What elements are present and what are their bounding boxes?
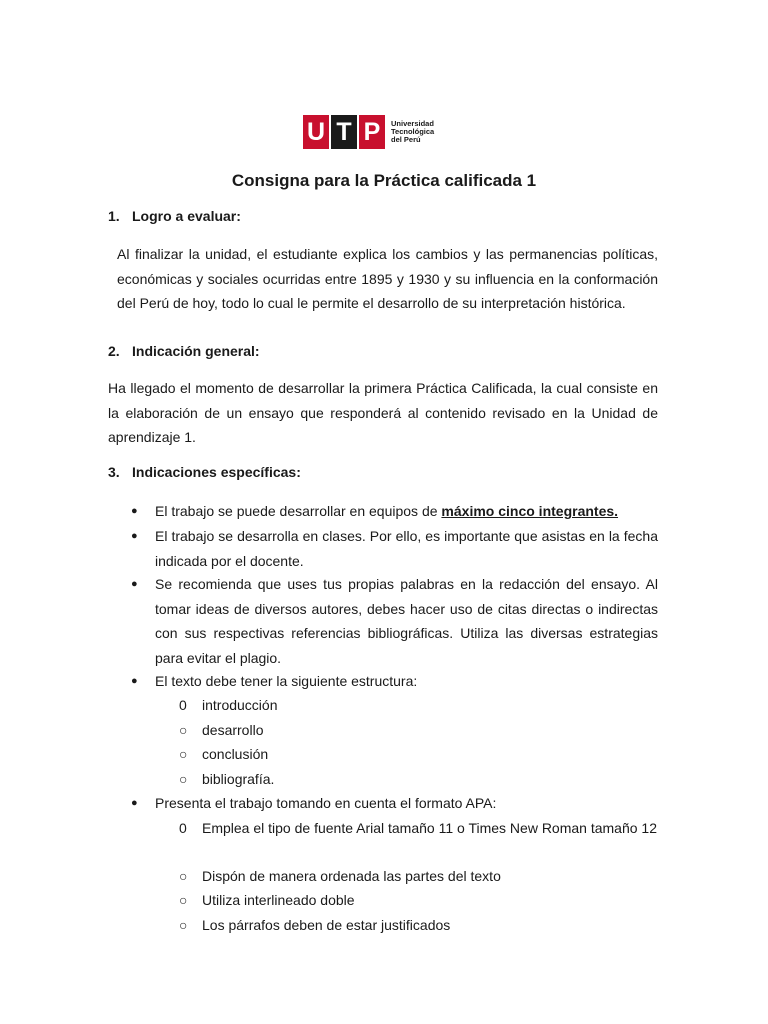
section-1-number: 1. [108,208,120,224]
sub-text: Dispón de manera ordenada las partes del texto [202,868,501,884]
bullet-5-text: Presenta el trabajo tomando en cuenta el formato APA: [155,795,497,811]
bullet-1-text: El trabajo se puede desarrollar en equipos de [155,503,442,519]
logo-line-1: Universidad [391,119,434,128]
sub-text: Utiliza interlineado doble [202,892,355,908]
list-item-sub-5-3 [179,888,658,913]
sub-text: desarrollo [202,722,264,738]
sub-marker: 0 [179,820,187,836]
list-item-sub-4-3 [179,742,658,767]
list-item-sub-5-1 [179,816,658,841]
section-2-title: Indicación general: [132,343,260,359]
sub-text: introducción [202,697,278,713]
list-item-bullet-4 [131,669,658,694]
list-item-bullet-1 [131,499,658,524]
bullet-2-text: El trabajo se desarrolla en clases. Por ello, es importante que asistas en la fecha indicada por el docente. [155,528,658,569]
sub-text: bibliografía. [202,771,275,787]
bullet-marker: ● [131,530,138,542]
sub-marker: 0 [179,697,187,713]
list-item-bullet-2 [131,524,658,573]
list-item-sub-4-1 [179,693,658,718]
utp-logo [303,114,434,150]
logo-line-2: Tecnológica [391,127,435,136]
sub-marker: ○ [179,917,188,933]
bullet-marker: ● [131,797,138,809]
logo-line-3: del Perú [391,135,421,144]
sub-text: Emplea el tipo de fuente Arial tamaño 11 o Times New Roman tamaño 12 [202,820,657,836]
sub-marker: ○ [179,892,188,908]
sub-marker: ○ [179,868,188,884]
section-3-title: Indicaciones específicas: [132,464,301,480]
list-item-bullet-5 [131,791,658,816]
sub-marker: ○ [179,722,188,738]
document-title: Consigna para la Práctica calificada 1 [231,171,537,190]
section-3-heading [108,464,301,480]
logo-letter-p: P [359,115,385,149]
section-1-paragraph: Al finalizar la unidad, el estudiante explica los cambios y las permanencias políticas, económicas y sociales ocurridas entre 1895 y 1930 y su influencia en la conformación del Perú de hoy, todo lo cual le permite el desarrollo de su interpretación histórica. [117,246,658,311]
sub-marker: ○ [179,746,188,762]
bullet-marker: ● [131,578,138,590]
logo-letter-u: U [303,115,329,149]
section-1-title: Logro a evaluar: [132,208,241,224]
bullet-marker: ● [131,675,138,687]
list-item-sub-5-2 [179,864,658,889]
section-2-number: 2. [108,343,120,359]
logo-letter-t: T [331,115,357,149]
section-2-heading [108,343,260,359]
section-2-paragraph: Ha llegado el momento de desarrollar la primera Práctica Calificada, la cual consiste en la elaboración de un ensayo que responderá al contenido revisado en la Unidad de aprendizaje 1. [108,380,658,445]
sub-marker: ○ [179,771,188,787]
bullet-marker: ● [131,505,138,517]
logo-wordmark [391,120,434,144]
list-item-sub-5-4 [179,913,658,938]
bullet-3-text: Se recomienda que uses tus propias palabras en la redacción del ensayo. Al tomar ideas de diversos autores, debes hacer uso de citas directas o indirectas con sus respectivas referencias bibliográficas. Utiliza las diversas estrategias para evitar el plagio. [155,576,658,666]
bullet-1-emphasis: máximo cinco integrantes. [441,503,619,519]
bullet-4-text: El texto debe tener la siguiente estructura: [155,673,418,689]
list-item-sub-4-4 [179,767,658,792]
section-1-heading [108,208,241,224]
sub-text: conclusión [202,746,269,762]
section-3-number: 3. [108,464,120,480]
sub-text: Los párrafos deben de estar justificados [202,917,451,933]
list-item-sub-4-2 [179,718,658,743]
list-item-bullet-3 [131,572,658,670]
